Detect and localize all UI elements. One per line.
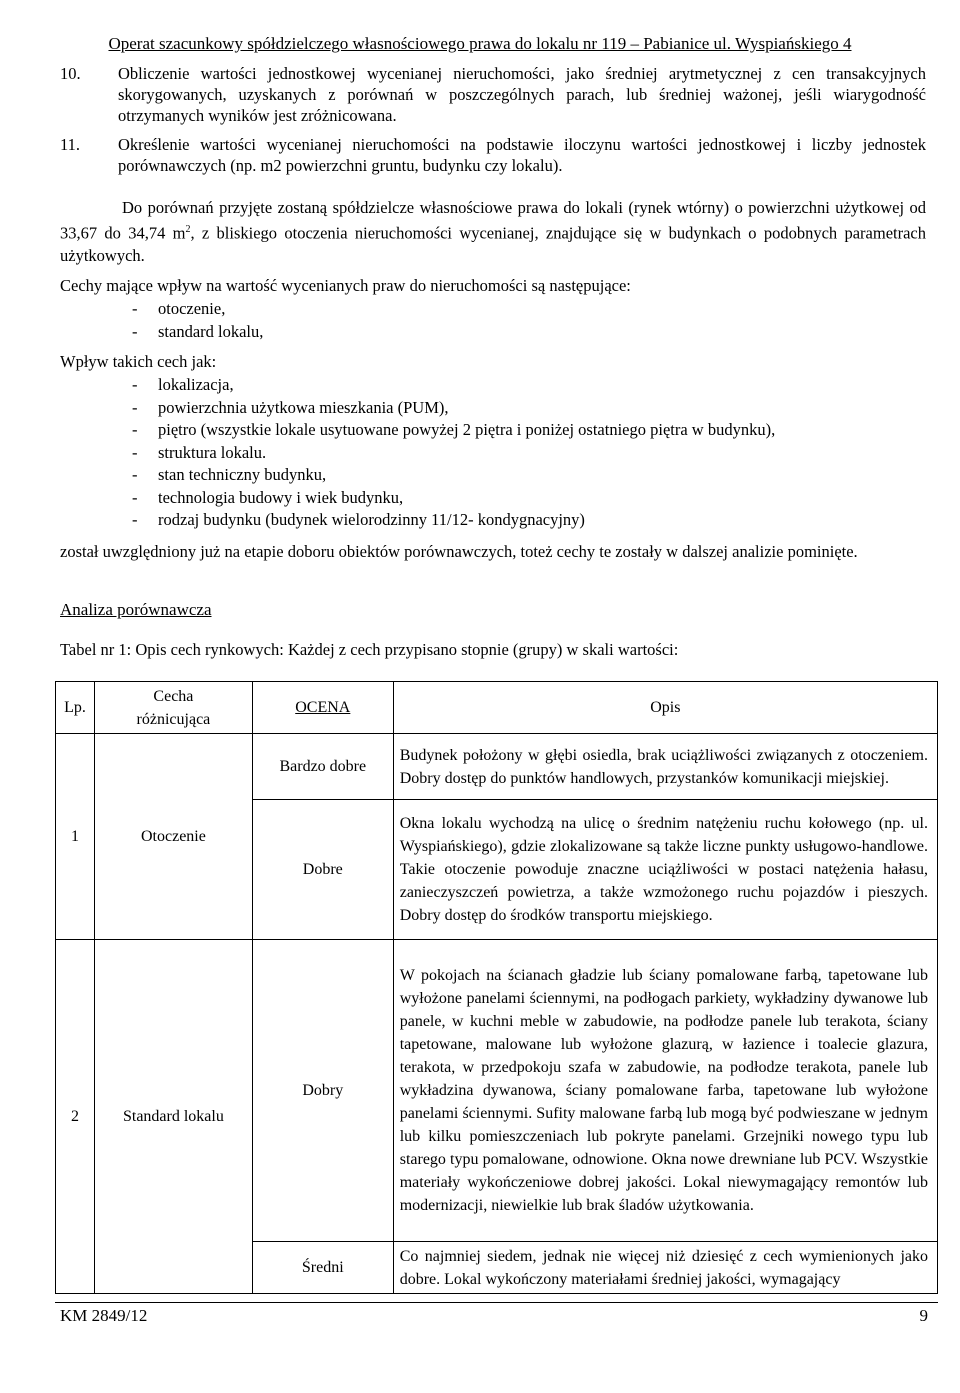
header-lp: Lp. [56, 682, 95, 734]
influence-title: Wpływ takich cech jak: [60, 352, 217, 371]
header-opis: Opis [393, 682, 937, 734]
feature-item: - standard lokalu, [132, 321, 932, 344]
influence-item: - struktura lokalu. [132, 442, 932, 465]
grade: Bardzo dobre [252, 734, 393, 800]
superscript: 2 [185, 224, 191, 235]
grade: Średni [252, 1242, 393, 1294]
page-header: Operat szacunkowy spółdzielczego własnościowego prawa do lokalu nr 119 – Pabianice ul. Wyspiańskiego 4 [108, 34, 852, 53]
conclusion-paragraph: został uwzględniony już na etapie doboru obiektów porównawczych, toteż cechy te zostały w dalszej analizie pominięte. [60, 542, 858, 561]
table-row [56, 940, 938, 1242]
row-number: 2 [56, 940, 95, 1294]
row-number: 1 [56, 734, 95, 940]
list-item-11 [60, 134, 926, 176]
item-number: 11. [60, 135, 81, 154]
item-text: Określenie wartości wycenianej nieruchomości na podstawie iloczynu wartości jednostkowej i liczby jednostek porównawczych (np. m2 powierzchni gruntu, budynku czy lokalu). [118, 135, 926, 175]
influence-item: - stan techniczny budynku, [132, 464, 932, 487]
list-item-10 [60, 63, 926, 126]
intro-paragraph [60, 197, 926, 267]
features-list [132, 298, 932, 343]
page-number: 9 [919, 1306, 928, 1325]
feature-name: Otoczenie [94, 734, 252, 940]
influence-item: - lokalizacja, [132, 374, 932, 397]
table-header-row [56, 682, 938, 734]
table-row [56, 734, 938, 800]
grade-description: W pokojach na ścianach gładzie lub ściany pomalowane farbą, tapetowane lub wyłożone panelami ściennymi, na podłogach parkiety, wykładziny dywanowe lub panele, w kuchni meble w zabudowie, na podłodze panele lub terakota, ściany tapetowane, malowane lub wyłożone glazurą, w łazience i toalecie glazura, terakota, w przedpokoju szafa w zabudowie, na podłodze terakota, panele lub wykładzina dywanowa, ściany pomalowane farba, tapetowane lub wyłożone panelami ściennymi. Sufity malowane farbą lub mogą być podwieszane w jednym lub kilku pomieszczeniach lub pokryte panelami. Grzejniki nowego typu lub starego typu pomalowane, odnowione. Okna nowe drewniane lub PCV. Wszystkie materiały wykończeniowe dobrej jakości. Lokal niewymagający remontów lub modernizacji, niewielkie lub brak śladów użytkowania. [393, 940, 937, 1242]
item-text: Obliczenie wartości jednostkowej wycenianej nieruchomości, jako średniej arytmetycznej z cen transakcyjnych skorygowanych, uzyskanych z porównań w poszczególnych parach, lub średniej ważonej, jeśli wiarygodność otrzymanych wyników jest zróżnicowana. [118, 64, 926, 125]
feature-name: Standard lokalu [94, 940, 252, 1294]
feature-item: - otoczenie, [132, 298, 932, 321]
intro-text-1: Do porównań przyjęte zostaną spółdzielcze własnościowe prawa do lokali (rynek wtórny) o powierzchni użytkowej od 33,67 do 34,74 m [60, 198, 926, 243]
features-table [55, 681, 938, 1294]
grade-description: Co najmniej siedem, jednak nie więcej niż dziesięć z cech wymienionych jako dobre. Lokal wykończony materiałami średniej jakości, wymagający [393, 1242, 937, 1294]
item-number: 10. [60, 64, 81, 83]
footer-divider [55, 1302, 938, 1303]
influence-item: - rodzaj budynku (budynek wielorodzinny 11/12- kondygnacyjny) [132, 509, 932, 532]
grade-description: Okna lokalu wychodzą na ulicę o średnim natężeniu ruchu kołowego (np. ul. Wyspiańskiego), gdzie zlokalizowane są także liczne punkty usługowo-handlowe. Takie otoczenie powoduje znaczne uciążliwości w postaci natężenia hałasu, zanieczyszczeń powietrza, a także wzmożonego ruchu pojazdów i pieszych. Dobry dostęp do środków transportu miejskiego. [393, 800, 937, 940]
table-caption: Tabel nr 1: Opis cech rynkowych: Każdej z cech przypisano stopnie (grupy) w skali wartości: [60, 640, 679, 659]
section-heading: Analiza porównawcza [60, 600, 212, 619]
footer-reference: KM 2849/12 [60, 1306, 148, 1325]
header-ocena: OCENA [252, 682, 393, 734]
intro-text-2: , z bliskiego otoczenia nieruchomości wycenianej, znajdujące się w budynkach o podobnych parametrach użytkowych. [60, 223, 926, 265]
grade: Dobre [252, 800, 393, 940]
header-cecha: Cecha różnicująca [94, 682, 252, 734]
influence-item: - powierzchnia użytkowa mieszkania (PUM), [132, 397, 932, 420]
influence-item: - piętro (wszystkie lokale usytuowane powyżej 2 piętra i poniżej ostatniego piętra w budynku), [132, 419, 932, 442]
grade-description: Budynek położony w głębi osiedla, brak uciążliwości związanych z otoczeniem. Dobry dostęp do punktów handlowych, przystanków komunikacji miejskiej. [393, 734, 937, 800]
influence-list [132, 374, 932, 532]
influence-item: - technologia budowy i wiek budynku, [132, 487, 932, 510]
features-title: Cechy mające wpływ na wartość wycenianych praw do nieruchomości są następujące: [60, 276, 631, 295]
grade: Dobry [252, 940, 393, 1242]
